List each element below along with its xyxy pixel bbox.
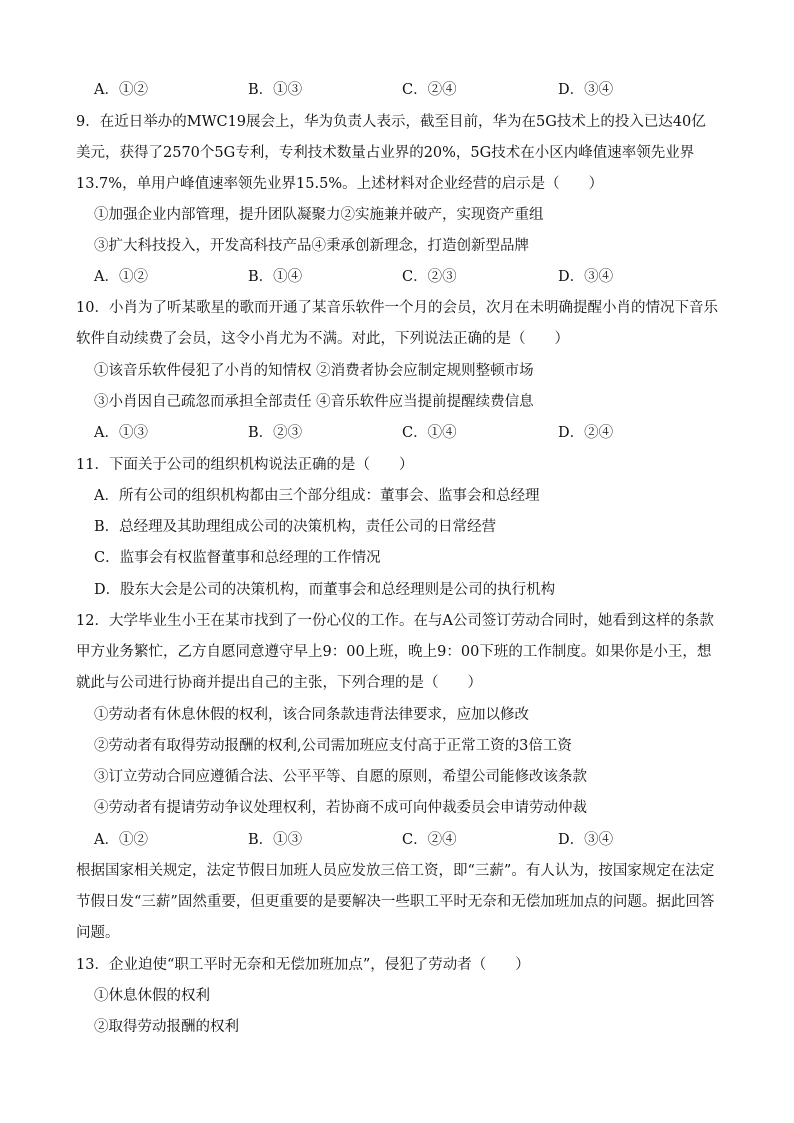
option-a: A．①③ [94,425,148,441]
option-b: B．②③ [248,425,303,441]
material-line: 节假日发“三薪”固然重要，但更重要的是要解决一些职工平时无奈和无偿加班加点的问题。据此回答 [76,894,715,910]
material-line: 问题。 [76,925,120,941]
question-11-option: D．股东大会是公司的决策机构，而董事会和总经理则是公司的执行机构 [94,582,556,598]
question-10-stem-line: 10．小肖为了听某歌星的歌而开通了某音乐软件一个月的会员，次月在未明确提醒小肖的情况下音乐 [76,300,718,316]
option-d: D．③④ [558,82,614,98]
question-12-item: ④劳动者有提请劳动争议处理权利，若协商不成可向仲裁委员会申请劳动仲裁 [94,800,587,816]
answer-options-q9 [94,267,724,287]
question-12-stem-line: 就此与公司进行协商并提出自己的主张，下列合理的是（ ） [76,675,482,691]
option-c: C．②④ [402,832,457,848]
question-12-item: ③订立劳动合同应遵循合法、公平平等、自愿的原则，希望公司能修改该条款 [94,769,587,785]
answer-options-q12 [94,830,724,850]
question-11-option: B．总经理及其助理组成公司的决策机构，责任公司的日常经营 [94,519,497,535]
question-11-option: C．监事会有权监督董事和总经理的工作情况 [94,550,381,566]
option-c: C．①④ [402,425,457,441]
option-c: C．②③ [402,269,457,285]
question-11-option: A．所有公司的组织机构都由三个部分组成：董事会、监事会和总经理 [94,488,540,504]
question-9-item: ①加强企业内部管理，提升团队凝聚力②实施兼并破产，实现资产重组 [94,207,544,223]
option-a: A．①② [94,832,148,848]
question-13-item: ①休息休假的权利 [94,988,210,1004]
question-13-item: ②取得劳动报酬的权利 [94,1019,239,1035]
answer-options-q8 [94,80,724,100]
option-a: A．①② [94,269,148,285]
question-12-item: ①劳动者有休息休假的权利，该合同条款违背法律要求，应加以修改 [94,707,529,723]
option-d: D．③④ [558,269,614,285]
option-d: D．②④ [558,425,614,441]
question-12-stem-line: 甲方业务繁忙，乙方自愿同意遵守早上9：00上班，晚上9：00下班的工作制度。如果你是小王，想 [76,644,712,660]
question-12-item: ②劳动者有取得劳动报酬的权利,公司需加班应支付高于正常工资的3倍工资 [94,738,572,754]
question-10-item: ③小肖因自己疏忽而承担全部责任 ④音乐软件应当提前提醒续费信息 [94,394,534,410]
option-c: C．②④ [402,82,457,98]
question-11-stem-line: 11．下面关于公司的组织机构说法正确的是（ ） [76,457,414,473]
option-b: B．①④ [248,269,303,285]
question-9-stem-line: 美元，获得了2570个5G专利，专利技术数量占业界的20%，5G技术在小区内峰值速率领先业界 [76,145,695,161]
answer-options-q10 [94,423,724,443]
question-10-item: ①该音乐软件侵犯了小肖的知情权 ②消费者协会应制定规则整顿市场 [94,363,534,379]
question-13-stem-line: 13．企业迫使“职工平时无奈和无偿加班加点”，侵犯了劳动者（ ） [76,957,530,973]
question-9-item: ③扩大科技投入，开发高科技产品④秉承创新理念，打造创新型品牌 [94,238,529,254]
question-10-stem-line: 软件自动续费了会员，这令小肖尤为不满。对此，下列说法正确的是（ ） [76,331,569,347]
material-line: 根据国家相关规定，法定节假日加班人员应发放三倍工资，即“三薪”。有人认为，按国家规定在法定 [76,863,715,879]
question-9-stem-line: 9．在近日举办的MWC19展会上，华为负责人表示，截至目前，华为在5G技术上的投入已达40亿 [76,114,706,130]
option-a: A．①② [94,82,148,98]
option-b: B．①③ [248,82,303,98]
question-9-stem-line: 13.7%，单用户峰值速率领先业界15.5%。上述材料对企业经营的启示是（ ） [76,176,604,192]
option-b: B．①③ [248,832,303,848]
option-d: D．③④ [558,832,614,848]
question-12-stem-line: 12．大学毕业生小王在某市找到了一份心仪的工作。在与A公司签订劳动合同时，她看到这样的条款 [76,613,714,629]
